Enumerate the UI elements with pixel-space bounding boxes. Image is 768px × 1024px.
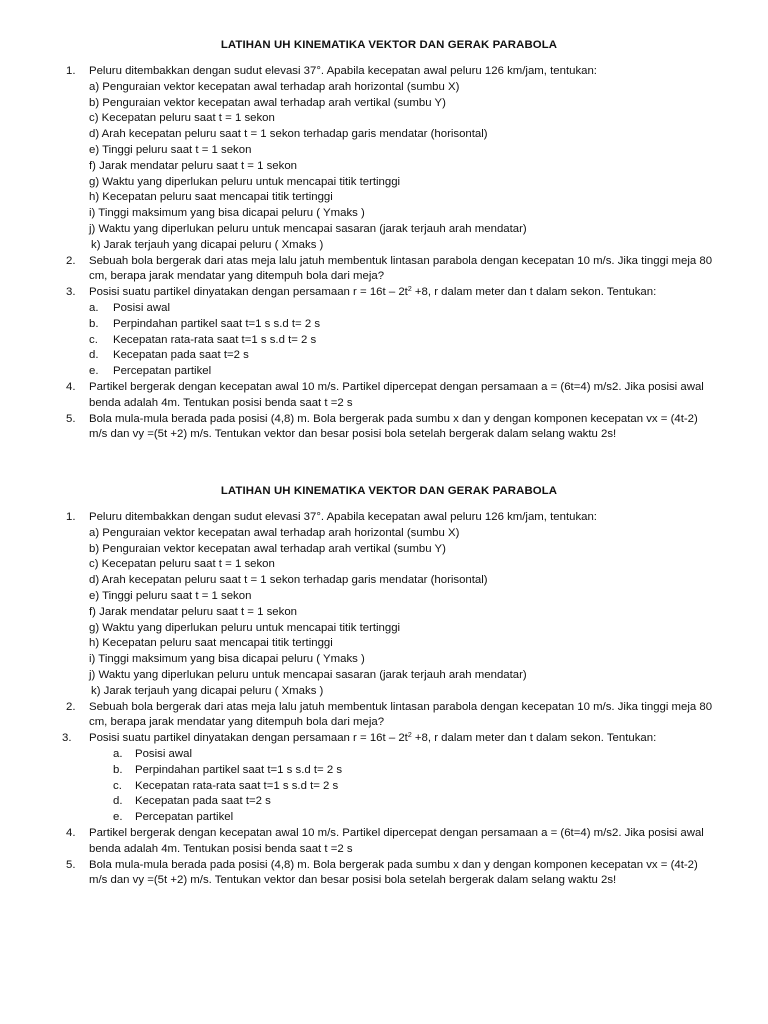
list-marker: c. [89, 333, 98, 346]
question-text: Bola mula-mula berada pada posisi (4,8) m. Bola bergerak pada sumbu x dan y dengan komponen kecepatan vx = (4t-2) m/s dan vy =(5t +2) m/s. Tentukan vektor dan besar posisi bola setelah bergerak dalam selang waktu 2s! [89, 858, 698, 887]
question-text: Posisi suatu partikel dinyatakan dengan persamaan r = 16t – 2t [89, 286, 408, 299]
subquestion-k: k) Jarak terjauh yang dicapai peluru ( Xmaks ) [91, 684, 324, 697]
subquestion-e: e) Tinggi peluru saat t = 1 sekon [89, 589, 252, 602]
question-text: Sebuah bola bergerak dari atas meja lalu jatuh membentuk lintasan parabola dengan kecepatan 10 m/s. Jika tinggi meja 80 cm, berapa jarak mendatar yang ditempuh bola dari meja? [89, 700, 713, 729]
subquestion-j: j) Waktu yang diperlukan peluru untuk mencapai sasaran (jarak terjauh arah mendatar) [89, 222, 527, 235]
question-number: 3. [66, 286, 76, 299]
question-2 [0, 254, 768, 286]
list-item-text: Percepatan partikel [135, 811, 234, 824]
question-3 [0, 731, 768, 747]
list-marker: b. [113, 763, 123, 776]
question-number: 2. [66, 254, 76, 267]
question-1 [0, 510, 768, 526]
list-marker: a. [89, 301, 99, 314]
list-marker: e. [89, 365, 99, 378]
question-text: Sebuah bola bergerak dari atas meja lalu jatuh membentuk lintasan parabola dengan kecepatan 10 m/s. Jika tinggi meja 80 cm, berapa jarak mendatar yang ditempuh bola dari meja? [89, 254, 713, 283]
exponent: 2 [407, 286, 412, 294]
question-text: Partikel bergerak dengan kecepatan awal 10 m/s. Partikel dipercepat dengan persamaan a = (6t=4) m/s2. Jika posisi awal benda adalah 4m. Tentukan posisi benda saat t =2 s [89, 380, 704, 409]
question-number: 4. [66, 380, 76, 393]
list-item [0, 301, 768, 317]
subquestion-g: g) Waktu yang diperlukan peluru untuk mencapai titik tertinggi [89, 621, 401, 634]
section-title: LATIHAN UH KINEMATIKA VEKTOR DAN GERAK PARABOLA [220, 39, 558, 51]
question-5 [0, 858, 768, 890]
subquestion-d: d) Arah kecepatan peluru saat t = 1 sekon terhadap garis mendatar (horisontal) [89, 128, 488, 141]
list-marker: b. [89, 317, 99, 330]
subquestion-e: e) Tinggi peluru saat t = 1 sekon [89, 143, 252, 156]
list-item-text: Perpindahan partikel saat t=1 s s.d t= 2 s [135, 763, 343, 776]
exponent: 2 [407, 732, 412, 740]
question-text-continued: +8, r dalam meter dan t dalam sekon. Tentukan: [411, 732, 657, 745]
list-item [0, 317, 768, 333]
list-marker: a. [113, 747, 123, 760]
question-number: 1. [66, 65, 76, 77]
list-item-text: Perpindahan partikel saat t=1 s s.d t= 2 s [113, 317, 321, 330]
question-number: 3. [62, 732, 72, 745]
list-item [0, 348, 768, 364]
list-item-text: Kecepatan pada saat t=2 s [135, 795, 271, 808]
subquestion-c: c) Kecepatan peluru saat t = 1 sekon [89, 558, 275, 571]
subquestion-k: k) Jarak terjauh yang dicapai peluru ( Xmaks ) [91, 238, 324, 251]
subquestion-g: g) Waktu yang diperlukan peluru untuk mencapai titik tertinggi [89, 175, 401, 188]
list-item-text: Posisi awal [113, 301, 170, 314]
question-number: 2. [66, 700, 76, 713]
subquestion-i: i) Tinggi maksimum yang bisa dicapai peluru ( Ymaks ) [89, 207, 365, 220]
list-item-text: Kecepatan pada saat t=2 s [113, 349, 249, 362]
subquestion-b: b) Penguraian vektor kecepatan awal terhadap arah vertikal (sumbu Y) [89, 96, 446, 109]
subquestion-f: f) Jarak mendatar peluru saat t = 1 sekon [89, 159, 297, 172]
question-number: 5. [66, 412, 76, 425]
question-2 [0, 700, 768, 732]
exercise-section-2 [0, 484, 768, 889]
list-item [0, 763, 768, 779]
list-marker: c. [113, 779, 122, 792]
subquestion-a: a) Penguraian vektor kecepatan awal terhadap arah horizontal (sumbu X) [89, 80, 460, 93]
question-number: 5. [66, 858, 76, 871]
subquestion-i: i) Tinggi maksimum yang bisa dicapai peluru ( Ymaks ) [89, 653, 365, 666]
subquestion-d: d) Arah kecepatan peluru saat t = 1 sekon terhadap garis mendatar (horisontal) [89, 574, 488, 587]
question-1 [0, 64, 768, 80]
question-4 [0, 826, 768, 858]
question-5 [0, 412, 768, 444]
list-item [0, 364, 768, 380]
subquestion-a: a) Penguraian vektor kecepatan awal terhadap arah horizontal (sumbu X) [89, 526, 460, 539]
subquestion-h: h) Kecepatan peluru saat mencapai titik tertinggi [89, 637, 333, 650]
subquestion-c: c) Kecepatan peluru saat t = 1 sekon [89, 112, 275, 125]
list-item-text: Posisi awal [135, 747, 192, 760]
list-item [0, 779, 768, 795]
question-4 [0, 380, 768, 412]
list-item-text: Percepatan partikel [113, 365, 212, 378]
list-marker: e. [113, 811, 123, 824]
subquestion-h: h) Kecepatan peluru saat mencapai titik tertinggi [89, 191, 333, 204]
question-number: 1. [66, 511, 76, 523]
list-marker: d. [113, 795, 123, 808]
question-text: Bola mula-mula berada pada posisi (4,8) m. Bola bergerak pada sumbu x dan y dengan komponen kecepatan vx = (4t-2) m/s dan vy =(5t +2) m/s. Tentukan vektor dan besar posisi bola setelah bergerak dalam selang waktu 2s! [89, 412, 698, 441]
question-text: Peluru ditembakkan dengan sudut elevasi 37°. Apabila kecepatan awal peluru 126 km/jam, tentukan: [89, 511, 597, 523]
list-item-text: Kecepatan rata-rata saat t=1 s s.d t= 2 s [135, 779, 339, 792]
list-marker: d. [89, 349, 99, 362]
question-text-continued: +8, r dalam meter dan t dalam sekon. Tentukan: [411, 286, 657, 299]
list-item [0, 810, 768, 826]
question-text: Peluru ditembakkan dengan sudut elevasi 37°. Apabila kecepatan awal peluru 126 km/jam, tentukan: [89, 65, 597, 77]
subquestion-j: j) Waktu yang diperlukan peluru untuk mencapai sasaran (jarak terjauh arah mendatar) [89, 668, 527, 681]
question-number: 4. [66, 826, 76, 839]
subquestion-f: f) Jarak mendatar peluru saat t = 1 sekon [89, 605, 297, 618]
list-item [0, 794, 768, 810]
list-item [0, 747, 768, 763]
section-title: LATIHAN UH KINEMATIKA VEKTOR DAN GERAK PARABOLA [220, 485, 558, 497]
question-3 [0, 285, 768, 301]
question-text: Partikel bergerak dengan kecepatan awal 10 m/s. Partikel dipercepat dengan persamaan a = (6t=4) m/s2. Jika posisi awal benda adalah 4m. Tentukan posisi benda saat t =2 s [89, 826, 704, 855]
subquestion-b: b) Penguraian vektor kecepatan awal terhadap arah vertikal (sumbu Y) [89, 542, 446, 555]
list-item [0, 333, 768, 349]
list-item-text: Kecepatan rata-rata saat t=1 s s.d t= 2 s [113, 333, 317, 346]
question-text: Posisi suatu partikel dinyatakan dengan persamaan r = 16t – 2t [89, 732, 408, 745]
exercise-section-1 [0, 38, 768, 443]
